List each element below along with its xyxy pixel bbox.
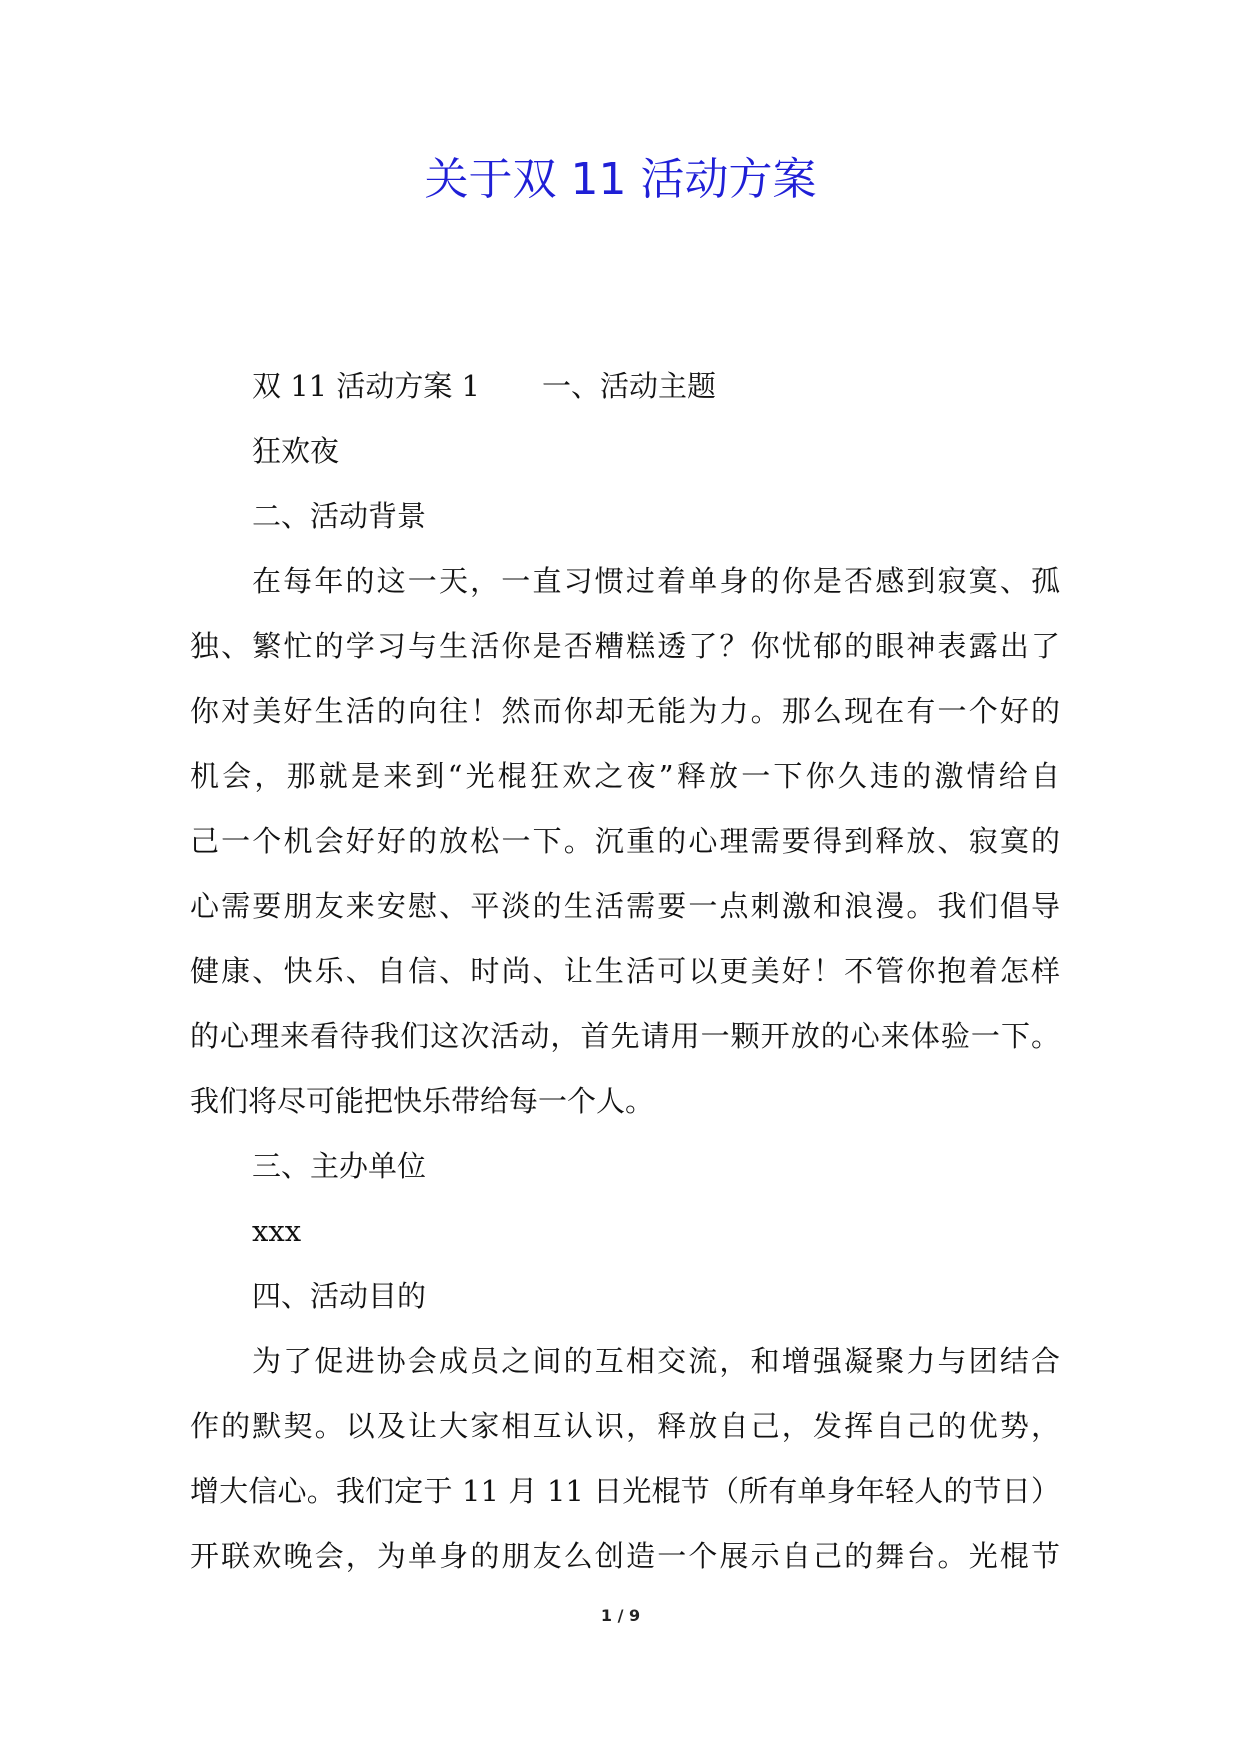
paragraph-line: 我们将尽可能把快乐带给每一个人。: [190, 1084, 655, 1118]
document-title: 关于双 11 活动方案: [424, 154, 817, 205]
page-indicator: 1 / 9: [600, 1606, 641, 1625]
paragraph-line: 健康、快乐、自信、时尚、让生活可以更美好！不管你抱着怎样: [190, 954, 1060, 988]
paragraph-line: 在每年的这一天，一直习惯过着单身的你是否感到寂寞、孤: [252, 564, 1060, 598]
section1-heading: 一、活动主题: [542, 369, 717, 403]
paragraph-line: 作的默契。以及让大家相互认识，释放自己，发挥自己的优势，: [190, 1409, 1060, 1443]
section2-paragraph: [190, 549, 1060, 1134]
paragraph-line: 己一个机会好好的放松一下。沉重的心理需要得到释放、寂寞的: [190, 824, 1060, 858]
organizer-value: xxx: [252, 1214, 302, 1248]
paragraph-line: 增大信心。我们定于 11 月 11 日光棍节（所有单身年轻人的节日）: [190, 1474, 1060, 1508]
section4-paragraph: [190, 1329, 1060, 1589]
paragraph-line: 机会，那就是来到“光棍狂欢之夜”释放一下你久违的激情给自: [190, 759, 1060, 793]
paragraph-line: 心需要朋友来安慰、平淡的生活需要一点刺激和浪漫。我们倡导: [190, 889, 1060, 923]
paragraph-line: 你对美好生活的向往！然而你却无能为力。那么现在有一个好的: [190, 694, 1060, 728]
theme-value: 狂欢夜: [252, 434, 340, 468]
paragraph-line: 的心理来看待我们这次活动，首先请用一颗开放的心来体验一下。: [190, 1019, 1060, 1053]
document-body: [190, 354, 1060, 1589]
section4-heading: 四、活动目的: [252, 1279, 427, 1313]
section3-heading: 三、主办单位: [252, 1149, 427, 1183]
paragraph-line: 为了促进协会成员之间的互相交流，和增强凝聚力与团结合: [252, 1344, 1060, 1378]
first-line: [190, 354, 1060, 419]
paragraph-line: 开联欢晚会，为单身的朋友么创造一个展示自己的舞台。光棍节: [190, 1539, 1060, 1573]
section2-heading: 二、活动背景: [252, 499, 427, 533]
plan-number-label: 双 11 活动方案 1: [252, 369, 481, 403]
paragraph-line: 独、繁忙的学习与生活你是否糟糕透了？你忧郁的眼神表露出了: [190, 629, 1060, 663]
